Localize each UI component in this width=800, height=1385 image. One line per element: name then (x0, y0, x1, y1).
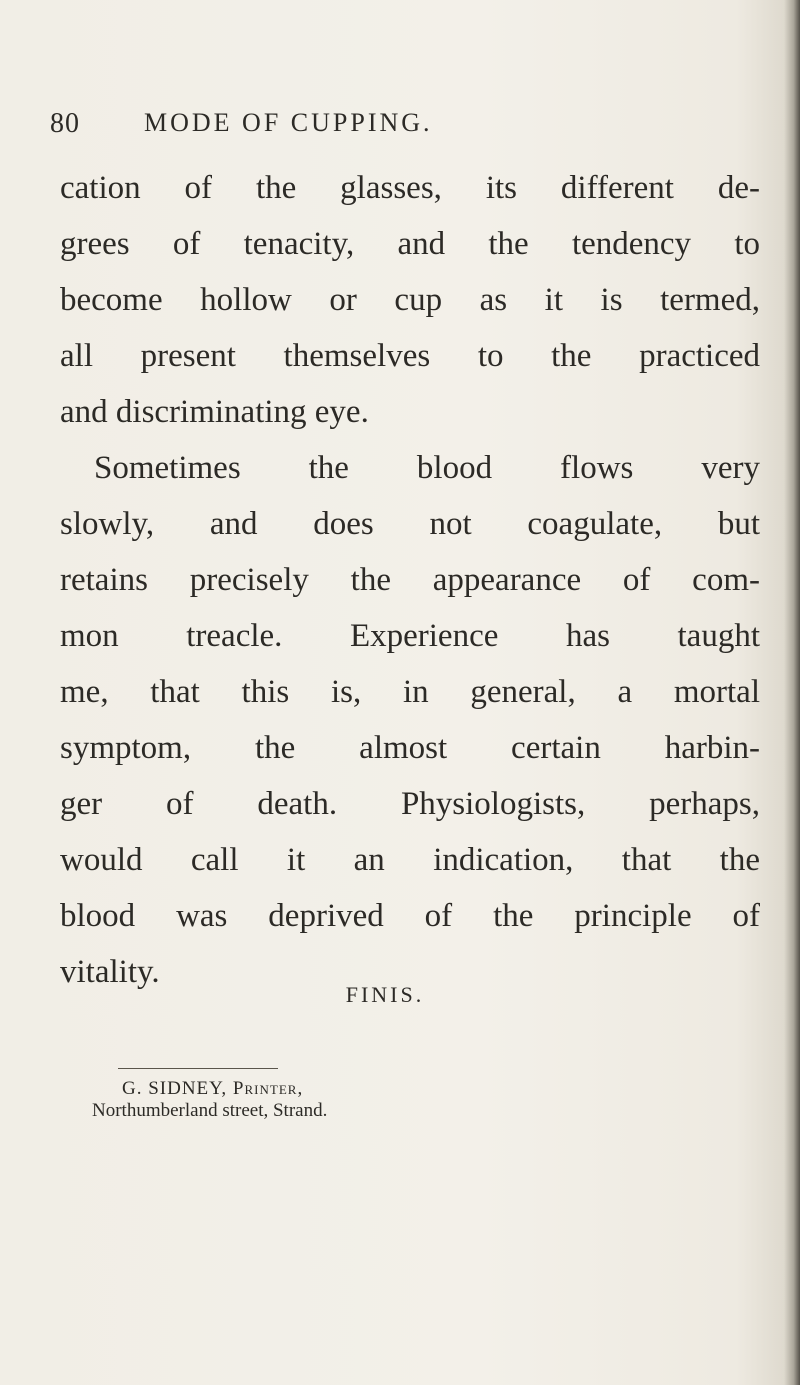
text-line: would call it an indication, that the (60, 842, 760, 878)
text-line: ger of death. Physiologists, perhaps, (60, 786, 760, 822)
text-line: become hollow or cup as it is termed, (60, 282, 760, 318)
text-line: slowly, and does not coagulate, but (60, 506, 760, 542)
text-line: grees of tenacity, and the tendency to (60, 226, 760, 262)
imprint-rule (118, 1068, 278, 1069)
page-number: 80 (50, 108, 80, 139)
running-head (50, 108, 750, 148)
text-line: all present themselves to the practiced (60, 338, 760, 374)
text-line: me, that this is, in general, a mortal (60, 674, 760, 710)
page-edge-shadow (784, 0, 800, 1385)
printer-name: G. SIDNEY, Printer, (122, 1078, 304, 1099)
printer-address: Northumberland street, Strand. (92, 1100, 328, 1121)
text-line: vitality. (60, 954, 160, 990)
running-title: MODE OF CUPPING. (144, 108, 433, 137)
text-line: retains precisely the appearance of com- (60, 562, 760, 598)
text-line: and discriminating eye. (60, 394, 369, 430)
text-line: cation of the glasses, its different de- (60, 170, 760, 206)
body-text (60, 160, 760, 1000)
text-line: symptom, the almost certain harbin- (60, 730, 760, 766)
printer-imprint (92, 1078, 512, 1122)
text-line: Sometimes the blood flows very (94, 450, 760, 486)
text-line: mon treacle. Experience has taught (60, 618, 760, 654)
text-line: blood was deprived of the principle of (60, 898, 760, 934)
finis-mark: FINIS. (345, 982, 425, 1007)
